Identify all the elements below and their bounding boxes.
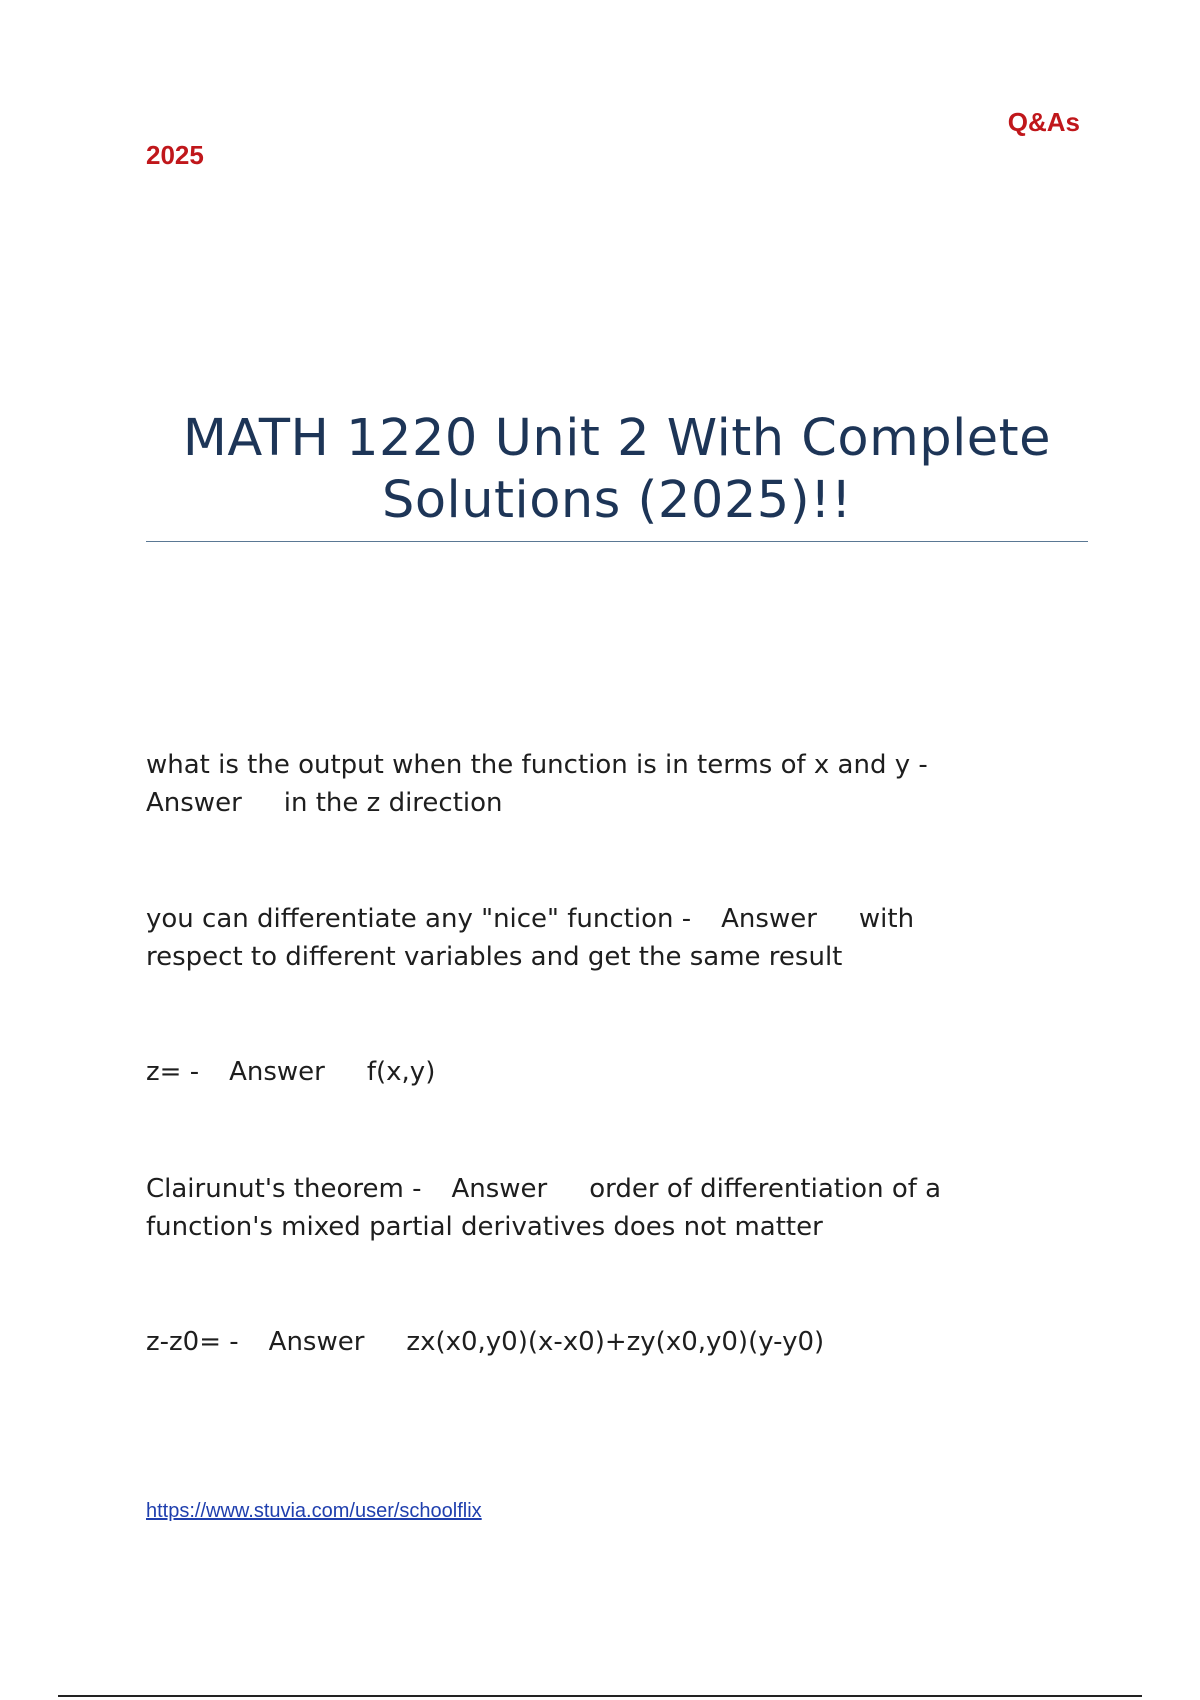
answer-text: f(x,y) [366,1057,436,1087]
qa-label: Q&As [1007,107,1080,137]
title-line-1: MATH 1220 Unit 2 With Complete [182,409,1052,468]
footer-divider [58,1695,1142,1697]
answer-text: zx(x0,y0)(x-x0)+zy(x0,y0)(y-y0) [406,1327,825,1357]
qa-item [146,746,1046,822]
answer-text-continued: function's mixed partial derivatives does not matter [146,1212,823,1242]
answer-text: order of differentiation of a [589,1174,942,1204]
title-underline [146,541,1088,542]
source-link[interactable]: https://www.stuvia.com/user/schoolflix [146,1500,482,1522]
qa-item [146,1053,1046,1091]
qa-item [146,1323,1046,1361]
question-text: z= - [146,1057,200,1087]
question-text: Clairunut's theorem - [146,1174,422,1204]
title-line-2: Solutions (2025)!! [381,471,853,530]
answer-text-continued: respect to different variables and get the same result [146,942,843,972]
answer-label: Answer [268,1327,365,1357]
answer-label: Answer [721,904,817,934]
year-label: 2025 [146,140,204,170]
answer-label: Answer [451,1174,548,1204]
question-text: what is the output when the function is in terms of x and y - [146,750,928,780]
answer-text: with [858,904,915,934]
answer-label: Answer [229,1057,325,1087]
qa-item [146,900,1046,976]
question-text: you can differentiate any "nice" function - [146,904,692,934]
document-title [146,408,1088,532]
answer-label: Answer [146,788,242,818]
qa-item [146,1170,1046,1246]
question-text: z-z0= - [146,1327,239,1357]
answer-text: in the z direction [283,788,503,818]
